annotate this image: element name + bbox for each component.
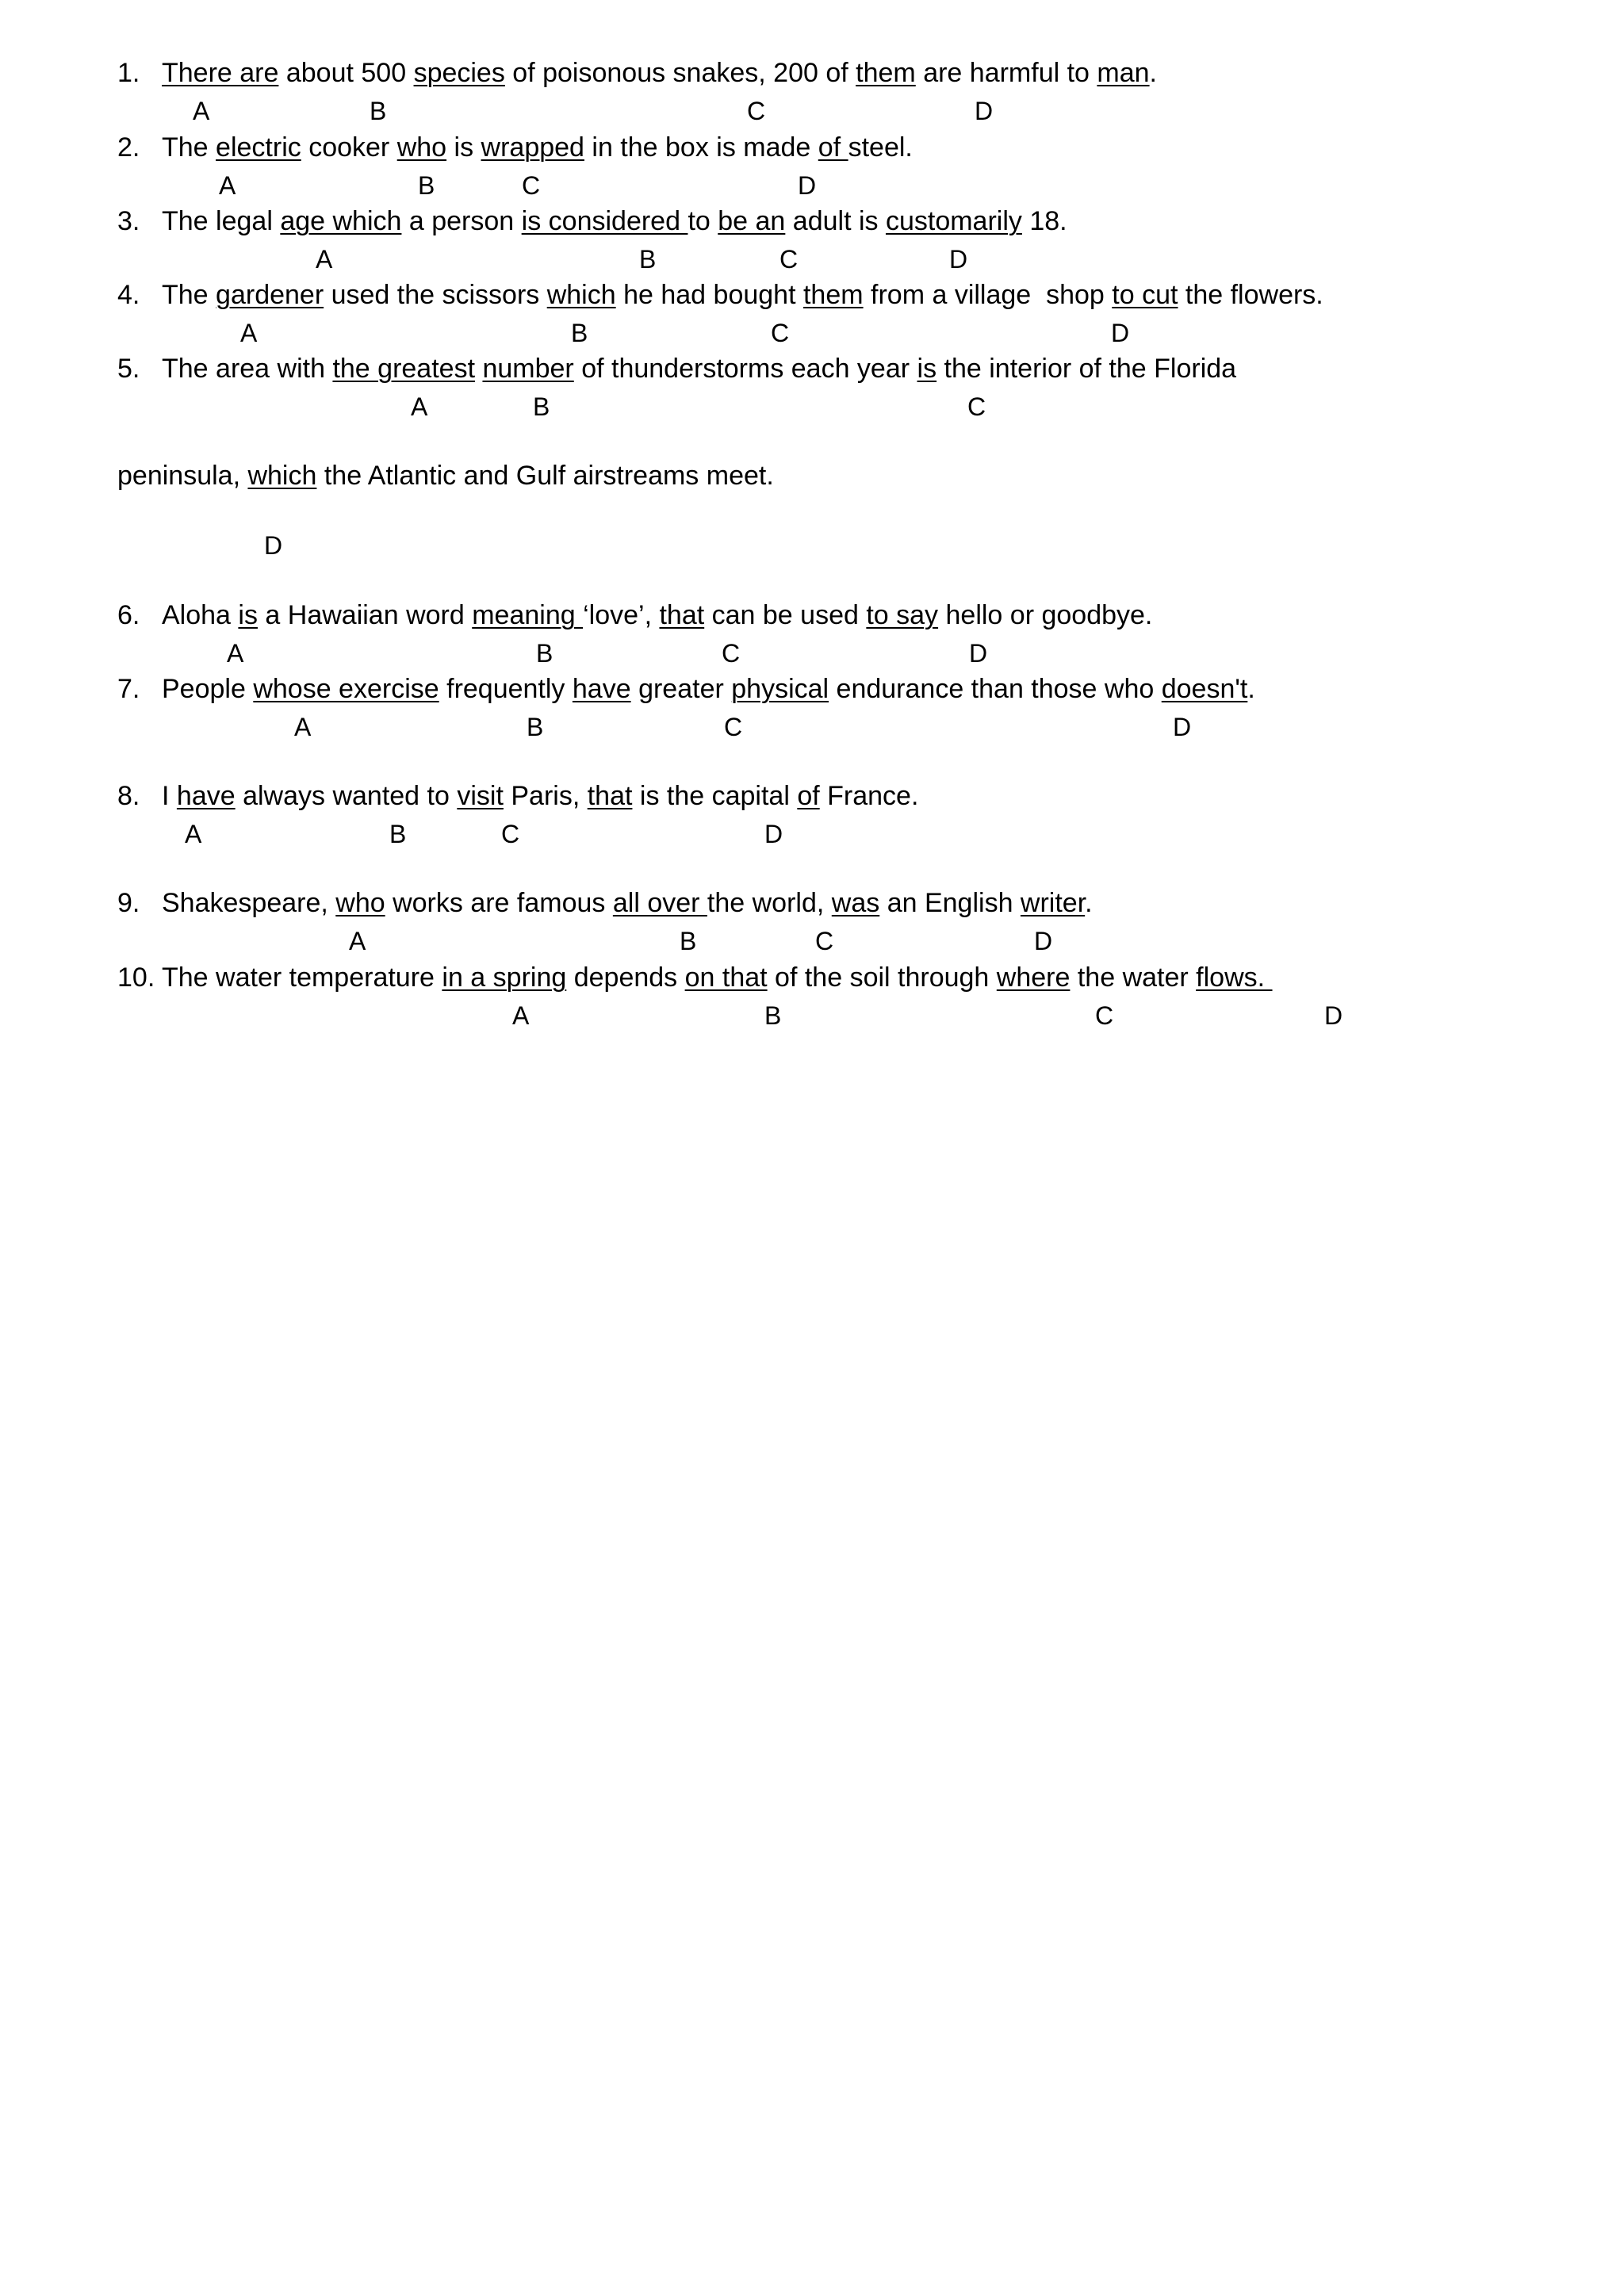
underlined-phrase: that — [587, 781, 633, 811]
underlined-phrase: be an — [718, 206, 786, 236]
underlined-phrase: in a spring — [442, 962, 567, 993]
question-sentence — [162, 204, 1067, 239]
underlined-phrase: visit — [457, 781, 504, 811]
question-sentence — [162, 55, 1157, 90]
option-letter-a: A — [349, 927, 366, 955]
sentence-text: can be used — [704, 600, 867, 630]
option-letter-d: D — [969, 639, 988, 668]
underlined-phrase: age which — [280, 206, 402, 236]
sentence-text: Shakespeare, — [162, 888, 336, 918]
question-number: 10. — [117, 962, 155, 993]
option-letter-c: C — [815, 927, 834, 955]
question-sentence — [162, 960, 1273, 995]
underlined-phrase: to cut — [1112, 280, 1178, 310]
sentence-text: is the capital — [632, 781, 798, 811]
underlined-phrase: have — [572, 674, 631, 704]
underlined-phrase: them — [856, 58, 916, 88]
sentence-text: from a village shop — [863, 280, 1113, 310]
underlined-phrase: meaning — [472, 600, 584, 630]
underlined-phrase: doesn't — [1161, 674, 1248, 704]
sentence-text: the flowers. — [1178, 280, 1323, 310]
option-letter-c: C — [724, 713, 743, 741]
underlined-phrase: flows. — [1196, 962, 1273, 993]
option-letter-b: B — [533, 392, 550, 421]
option-letter-d: D — [975, 97, 994, 125]
sentence-text: a person — [401, 206, 522, 236]
sentence-text: . — [1247, 674, 1255, 704]
option-letter-b: B — [571, 319, 588, 347]
underlined-phrase: gardener — [216, 280, 324, 310]
question-sentence — [162, 598, 1152, 633]
underlined-phrase: number — [482, 354, 574, 384]
question-sentence — [162, 277, 1323, 312]
sentence-text: ‘love’, — [583, 600, 660, 630]
sentence-text: . — [1149, 58, 1157, 88]
underlined-phrase: where — [996, 962, 1071, 993]
underlined-phrase: that — [659, 600, 705, 630]
underlined-phrase: the greatest — [332, 354, 476, 384]
underlined-phrase: on that — [684, 962, 768, 993]
sentence-text: People — [162, 674, 254, 704]
sentence-text: are harmful to — [915, 58, 1097, 88]
question-sentence — [162, 779, 918, 813]
sentence-text: endurance than those who — [829, 674, 1162, 704]
option-letter-a: A — [512, 1001, 530, 1030]
option-letter-c: C — [779, 245, 799, 274]
underlined-phrase: which — [247, 461, 317, 491]
sentence-text: Paris, — [503, 781, 588, 811]
sentence-text: the water — [1070, 962, 1197, 993]
underlined-phrase: physical — [731, 674, 829, 704]
option-letter-b: B — [764, 1001, 782, 1030]
option-letter-b: B — [536, 639, 553, 668]
underlined-phrase: electric — [216, 132, 301, 163]
question-number: 4. — [117, 280, 140, 310]
question-number: 6. — [117, 600, 140, 630]
underlined-phrase: man — [1097, 58, 1150, 88]
sentence-text: peninsula, — [117, 461, 248, 491]
option-letter-d: D — [1173, 713, 1192, 741]
question-number: 7. — [117, 674, 140, 704]
option-letter-a: A — [185, 820, 202, 848]
option-letter-a: A — [294, 713, 312, 741]
sentence-text: depends — [566, 962, 685, 993]
option-letter-a: A — [316, 245, 333, 274]
underlined-phrase: species — [413, 58, 505, 88]
sentence-text: about 500 — [278, 58, 414, 88]
option-letter-a: A — [411, 392, 428, 421]
underlined-phrase: which — [546, 280, 616, 310]
option-letter-b: B — [527, 713, 544, 741]
underlined-phrase: of — [818, 132, 848, 163]
option-letter-d: D — [798, 171, 817, 200]
underlined-phrase: who — [335, 888, 385, 918]
sentence-text: of poisonous snakes, 200 of — [504, 58, 856, 88]
question-sentence-continued — [117, 458, 774, 493]
question-sentence — [162, 130, 913, 165]
underlined-phrase: is — [917, 354, 937, 384]
underlined-phrase: There are — [162, 58, 279, 88]
option-letter-d: D — [1324, 1001, 1343, 1030]
underlined-phrase: to say — [866, 600, 939, 630]
sentence-text: the Atlantic and Gulf airstreams meet. — [316, 461, 774, 491]
sentence-text: a Hawaiian word — [257, 600, 473, 630]
question-number: 5. — [117, 354, 140, 384]
option-letter-c: C — [771, 319, 790, 347]
option-letter-c: C — [1095, 1001, 1114, 1030]
sentence-text: the world, — [707, 888, 832, 918]
option-letter-c: C — [747, 97, 766, 125]
underlined-phrase: them — [802, 280, 864, 310]
underlined-phrase: whose exercise — [253, 674, 439, 704]
sentence-text: . — [1085, 888, 1093, 918]
underlined-phrase: customarily — [885, 206, 1022, 236]
option-letter-c: C — [722, 639, 741, 668]
sentence-text: used the scissors — [324, 280, 547, 310]
underlined-phrase: is — [238, 600, 258, 630]
sentence-text: always wanted to — [235, 781, 458, 811]
option-letter-b: B — [389, 820, 407, 848]
option-letter-c: C — [501, 820, 520, 848]
sentence-text: hello or goodbye. — [938, 600, 1153, 630]
question-sentence — [162, 886, 1093, 920]
option-letter-d: D — [264, 531, 283, 560]
sentence-text: I — [162, 781, 177, 811]
sentence-text: The water temperature — [162, 962, 442, 993]
sentence-text: an English — [879, 888, 1021, 918]
sentence-text: Aloha — [162, 600, 239, 630]
question-number: 2. — [117, 132, 140, 163]
sentence-text: to — [688, 206, 718, 236]
sentence-text: France. — [819, 781, 919, 811]
option-letter-a: A — [227, 639, 244, 668]
sentence-text: he had bought — [615, 280, 803, 310]
option-letter-c: C — [967, 392, 986, 421]
option-letter-b: B — [418, 171, 435, 200]
sentence-text: 18. — [1021, 206, 1067, 236]
question-number: 9. — [117, 888, 140, 918]
sentence-text: The legal — [162, 206, 281, 236]
option-letter-a: A — [219, 171, 236, 200]
question-sentence — [162, 672, 1255, 706]
underlined-phrase: who — [396, 132, 447, 163]
option-letter-d: D — [1111, 319, 1130, 347]
option-letter-b: B — [370, 97, 387, 125]
sentence-text: of the soil through — [767, 962, 997, 993]
sentence-text: cooker — [301, 132, 397, 163]
underlined-phrase: was — [831, 888, 880, 918]
underlined-phrase: have — [176, 781, 236, 811]
option-letter-a: A — [193, 97, 210, 125]
sentence-text: greater — [630, 674, 732, 704]
underlined-phrase: of — [797, 781, 820, 811]
option-letter-c: C — [522, 171, 541, 200]
underlined-phrase: is considered — [521, 206, 688, 236]
sentence-text: adult is — [785, 206, 886, 236]
option-letter-d: D — [1034, 927, 1053, 955]
question-number: 1. — [117, 58, 140, 88]
question-number: 8. — [117, 781, 140, 811]
underlined-phrase: all over — [612, 888, 707, 918]
option-letter-d: D — [949, 245, 968, 274]
option-letter-b: B — [639, 245, 657, 274]
sentence-text: the interior of the Florida — [936, 354, 1237, 384]
question-sentence — [162, 351, 1236, 386]
sentence-text: is — [446, 132, 481, 163]
sentence-text: The area with — [162, 354, 333, 384]
underlined-phrase: wrapped — [481, 132, 584, 163]
sentence-text: The — [162, 132, 216, 163]
sentence-text: The — [162, 280, 216, 310]
option-letter-a: A — [240, 319, 258, 347]
sentence-text: in the box is made — [584, 132, 818, 163]
sentence-text: works are famous — [385, 888, 613, 918]
option-letter-d: D — [764, 820, 783, 848]
sentence-text: frequently — [439, 674, 573, 704]
option-letter-b: B — [680, 927, 697, 955]
underlined-phrase: writer — [1020, 888, 1086, 918]
question-number: 3. — [117, 206, 140, 236]
sentence-text: steel. — [848, 132, 913, 163]
sentence-text: of thunderstorms each year — [573, 354, 917, 384]
